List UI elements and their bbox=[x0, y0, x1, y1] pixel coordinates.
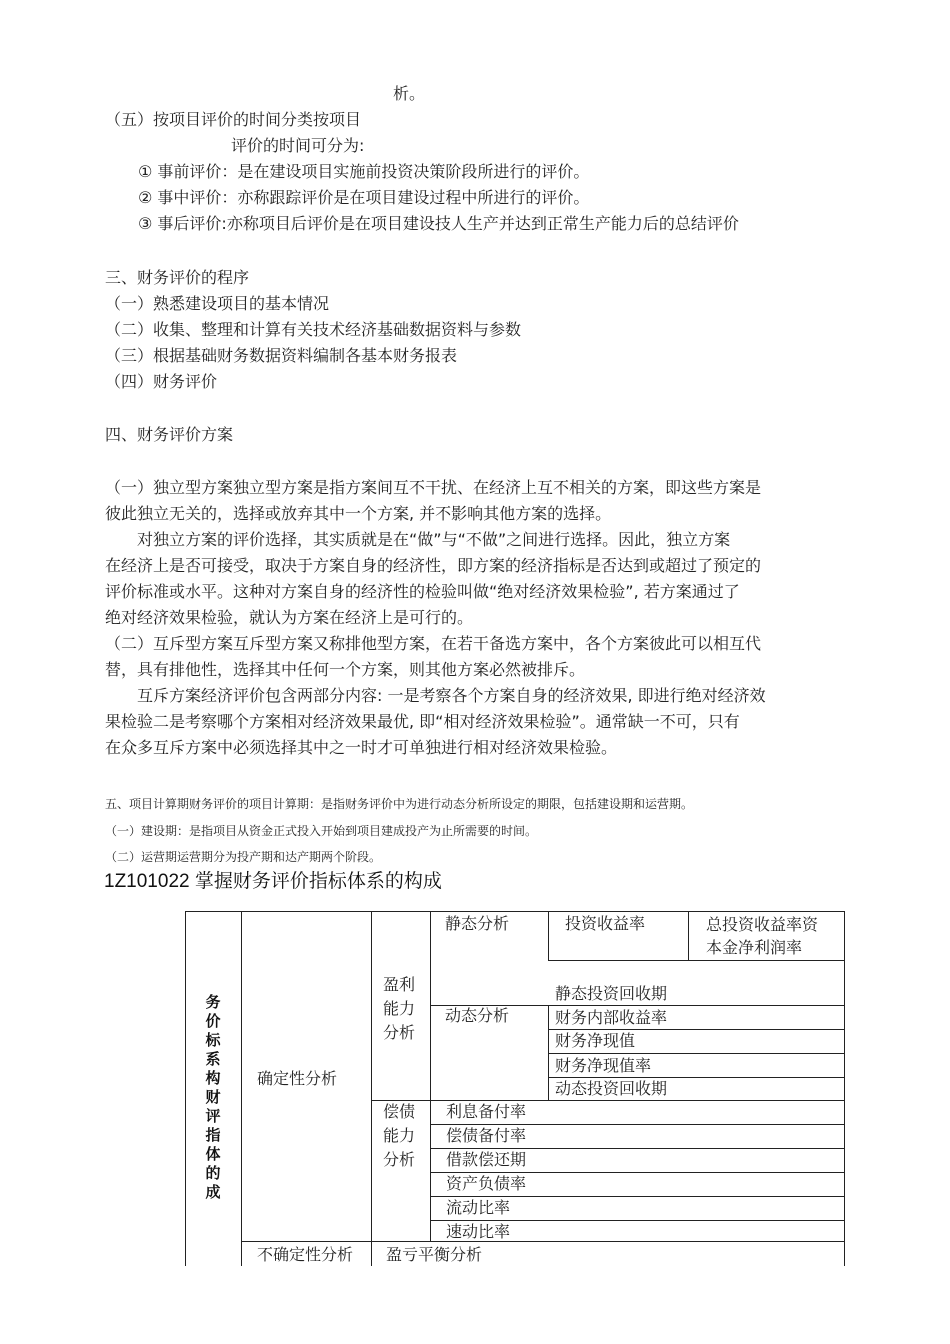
label-char: 指 bbox=[205, 1126, 221, 1144]
list-item: ① 事前评价：是在建设项目实施前投资决策阶段所进行的评价。 bbox=[138, 162, 590, 181]
indicator-cell: 流动比率 bbox=[446, 1198, 511, 1217]
label-part: 本金净利润率 bbox=[706, 938, 803, 957]
table-border bbox=[371, 1100, 845, 1101]
table-border bbox=[548, 960, 845, 961]
label-part: 分析 bbox=[383, 1150, 416, 1169]
label-part: 能力 bbox=[383, 999, 416, 1018]
list-item: （二）收集、整理和计算有关技术经济基础数据资料与参数 bbox=[105, 320, 522, 339]
label-char: 成 bbox=[205, 1183, 221, 1201]
indicator-cell: 财务净现值率 bbox=[555, 1056, 652, 1075]
paragraph-line: （一）独立型方案独立型方案是指方案间互不干扰、在经济上互不相关的方案，即这些方案是 bbox=[105, 478, 762, 497]
solvency-analysis-label bbox=[383, 1100, 415, 1172]
indicator-cell: 静态投资回收期 bbox=[555, 984, 668, 1003]
label-char: 标 bbox=[205, 1031, 221, 1049]
total-return-label bbox=[706, 913, 818, 959]
list-item: （一）熟悉建设项目的基本情况 bbox=[105, 294, 330, 313]
breakeven-analysis-label: 盈亏平衡分析 bbox=[386, 1245, 483, 1264]
investment-return-label: 投资收益率 bbox=[565, 914, 646, 933]
table-border bbox=[185, 911, 845, 912]
section-title: 三、财务评价的程序 bbox=[105, 268, 250, 287]
table-border bbox=[241, 911, 242, 1266]
label-char: 系 bbox=[205, 1050, 221, 1068]
table-vertical-label bbox=[204, 993, 222, 1202]
label-part: 总投资收益率资 bbox=[706, 915, 819, 934]
table-border bbox=[844, 911, 845, 1266]
static-analysis-label: 静态分析 bbox=[445, 914, 510, 933]
label-part: 偿债 bbox=[383, 1102, 416, 1121]
paragraph-line: 替，具有排他性，选择其中任何一个方案，则其他方案必然被排斥。 bbox=[105, 660, 586, 679]
paragraph-line: 评价标准或水平。这种对方案自身的经济性的检验叫做“绝对经济效果检验”, 若方案通过了 bbox=[105, 582, 740, 601]
list-item: （三）根据基础财务数据资料编制各基本财务报表 bbox=[105, 346, 458, 365]
paragraph-line: 在众多互斥方案中必须选择其中之一时才可单独进行相对经济效果检验。 bbox=[105, 738, 618, 757]
indicator-cell: 财务净现值 bbox=[555, 1031, 636, 1050]
small-text-line: 五、项目计算期财务评价的项目计算期：是指财务评价中为进行动态分析所设定的期限，包括建设期和运营期。 bbox=[105, 797, 694, 811]
profitability-analysis-label bbox=[383, 973, 415, 1045]
paragraph-line: 互斥方案经济评价包含两部分内容: 一是考察各个方案自身的经济效果, 即进行绝对经济效 bbox=[137, 686, 766, 705]
deterministic-analysis-label: 确定性分析 bbox=[257, 1069, 338, 1088]
label-char: 构 bbox=[205, 1069, 221, 1087]
nondeterministic-analysis-label: 不确定性分析 bbox=[257, 1245, 354, 1264]
small-text-line: （一）建设期：是指项目从资金正式投入开始到项目建成投产为止所需要的时间。 bbox=[105, 824, 538, 838]
label-char: 务 bbox=[205, 993, 221, 1011]
section-title: 四、财务评价方案 bbox=[105, 425, 234, 444]
indicator-cell: 借款偿还期 bbox=[446, 1150, 527, 1169]
section-subtitle: 评价的时间可分为: bbox=[231, 136, 365, 155]
label-char: 的 bbox=[205, 1164, 221, 1182]
indicator-cell: 财务内部收益率 bbox=[555, 1008, 668, 1027]
indicator-cell: 资产负债率 bbox=[446, 1174, 527, 1193]
table-border bbox=[548, 911, 549, 961]
section-title: （五）按项目评价的时间分类按项目 bbox=[105, 110, 362, 129]
dynamic-analysis-label: 动态分析 bbox=[445, 1006, 510, 1025]
small-text-line: （二）运营期运营期分为投产期和达产期两个阶段。 bbox=[105, 850, 382, 864]
table-border bbox=[241, 1241, 845, 1242]
paragraph-fragment: 析。 bbox=[393, 84, 426, 103]
table-border bbox=[185, 911, 186, 1266]
label-part: 能力 bbox=[383, 1126, 416, 1145]
indicator-cell: 利息备付率 bbox=[446, 1102, 527, 1121]
indicator-cell: 速动比率 bbox=[446, 1222, 511, 1241]
indicator-cell: 动态投资回收期 bbox=[555, 1079, 668, 1098]
label-char: 价 bbox=[205, 1012, 221, 1030]
list-item: ② 事中评价：亦称跟踪评价是在项目建设过程中所进行的评价。 bbox=[138, 188, 590, 207]
paragraph-line: 果检验二是考察哪个方案相对经济效果最优, 即“相对经济效果检验”。通常缺一不可，只有 bbox=[105, 712, 740, 731]
label-char: 评 bbox=[205, 1107, 221, 1125]
label-char: 财 bbox=[205, 1088, 221, 1106]
table-border bbox=[371, 911, 372, 1266]
list-item: （四）财务评价 bbox=[105, 372, 218, 391]
paragraph-line: 在经济上是否可接受，取决于方案自身的经济性，即方案的经济指标是否达到或超过了预定的 bbox=[105, 556, 762, 575]
paragraph-line: 对独立方案的评价选择，其实质就是在“做”与“不做”之间进行选择。因此，独立方案 bbox=[137, 530, 731, 549]
table-border bbox=[548, 1053, 845, 1054]
label-part: 盈利 bbox=[383, 975, 416, 994]
table-border bbox=[688, 911, 689, 961]
paragraph-line: 彼此独立无关的，选择或放弃其中一个方案, 并不影响其他方案的选择。 bbox=[105, 504, 612, 523]
table-border bbox=[430, 911, 431, 1241]
indicator-cell: 偿债备付率 bbox=[446, 1126, 527, 1145]
paragraph-line: （二）互斥型方案互斥型方案又称排他型方案，在若干备选方案中，各个方案彼此可以相互代 bbox=[105, 634, 762, 653]
label-part: 分析 bbox=[383, 1023, 416, 1042]
list-item: ③ 事后评价:亦称项目后评价是在项目建设技人生产并达到正常生产能力后的总结评价 bbox=[138, 214, 739, 233]
paragraph-line: 绝对经济效果检验，就认为方案在经济上是可行的。 bbox=[105, 608, 474, 627]
label-char: 体 bbox=[205, 1145, 221, 1163]
page-heading: 1Z101022 掌握财务评价指标体系的构成 bbox=[104, 871, 442, 892]
